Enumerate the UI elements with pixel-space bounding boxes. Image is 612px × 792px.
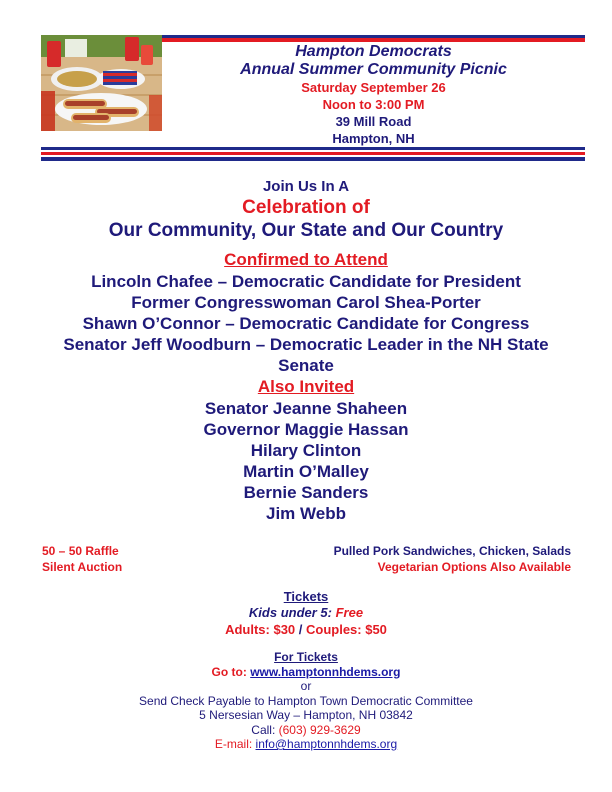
community-text: Our Community, Our State and Our Country bbox=[108, 220, 504, 241]
couples-label: Couples: $50 bbox=[306, 622, 387, 637]
invitee-item: Senator Jeanne Shaheen bbox=[204, 399, 408, 418]
event-name: Annual Summer Community Picnic bbox=[240, 61, 507, 78]
confirmed-heading: Confirmed to Attend bbox=[224, 250, 388, 269]
event-time: Noon to 3:00 PM bbox=[322, 97, 425, 112]
check-line: Send Check Payable to Hampton Town Democratic Committee bbox=[139, 693, 473, 708]
email-label: E-mail: bbox=[214, 737, 256, 751]
attendee-item: Senate bbox=[278, 356, 334, 375]
kids-price: Free bbox=[335, 605, 364, 620]
tickets-section bbox=[0, 589, 612, 638]
tickets-heading: Tickets bbox=[283, 589, 329, 604]
invitee-item: Hilary Clinton bbox=[250, 441, 362, 460]
attendee-item: Lincoln Chafee – Democratic Candidate for President bbox=[91, 272, 521, 291]
purchase-section bbox=[0, 650, 612, 752]
goto-label: Go to: bbox=[211, 664, 251, 679]
vegetarian-text: Vegetarian Options Also Available bbox=[377, 560, 571, 574]
goto-line bbox=[0, 665, 612, 680]
features-left bbox=[42, 543, 122, 575]
call-line bbox=[0, 723, 612, 738]
for-tickets-heading: For Tickets bbox=[274, 650, 338, 664]
features-right bbox=[334, 543, 571, 575]
food-text: Pulled Pork Sandwiches, Chicken, Salads bbox=[333, 544, 571, 558]
attendee-item: Senator Jeff Woodburn – Democratic Leader in the NH State bbox=[63, 335, 549, 354]
celebration-text: Celebration of bbox=[242, 197, 370, 218]
org-name: Hampton Democrats bbox=[295, 43, 452, 60]
or-text: or bbox=[300, 679, 312, 693]
kids-price-line bbox=[0, 605, 612, 621]
main-content bbox=[0, 177, 612, 524]
phone-number: (603) 929-3629 bbox=[278, 722, 361, 737]
header-bottom-blue-rule bbox=[41, 147, 585, 150]
picnic-photo bbox=[41, 35, 162, 131]
header-banner bbox=[41, 35, 585, 167]
event-date: Saturday September 26 bbox=[301, 80, 446, 95]
kids-label: Kids under 5: bbox=[248, 605, 332, 620]
attendee-item: Shawn O’Connor – Democratic Candidate for Congress bbox=[82, 314, 530, 333]
event-city: Hampton, NH bbox=[332, 131, 415, 146]
adults-price-line bbox=[0, 621, 612, 638]
raffle-text: 50 – 50 Raffle bbox=[42, 544, 119, 558]
website-link[interactable]: www.hamptonnhdems.org bbox=[250, 664, 401, 679]
email-line bbox=[0, 737, 612, 752]
header-bottom-blue-rule-2 bbox=[41, 157, 585, 161]
email-link[interactable]: info@hamptonnhdems.org bbox=[255, 737, 398, 751]
join-text: Join Us In A bbox=[262, 178, 350, 195]
attendee-item: Former Congresswoman Carol Shea-Porter bbox=[131, 293, 481, 312]
invitee-item: Jim Webb bbox=[266, 504, 346, 523]
mail-address: 5 Nersesian Way – Hampton, NH 03842 bbox=[199, 708, 413, 722]
invitee-item: Martin O’Malley bbox=[243, 462, 369, 481]
event-address: 39 Mill Road bbox=[335, 114, 412, 129]
silent-auction-text: Silent Auction bbox=[42, 560, 123, 574]
invitee-item: Governor Maggie Hassan bbox=[203, 420, 409, 439]
header-text-block bbox=[162, 41, 585, 147]
call-label: Call: bbox=[251, 722, 279, 737]
invited-heading: Also Invited bbox=[257, 377, 355, 396]
header-bottom-red-rule bbox=[41, 152, 585, 155]
invitee-item: Bernie Sanders bbox=[243, 483, 369, 502]
adults-label: Adults: $30 bbox=[225, 622, 296, 637]
price-separator: / bbox=[295, 622, 306, 637]
